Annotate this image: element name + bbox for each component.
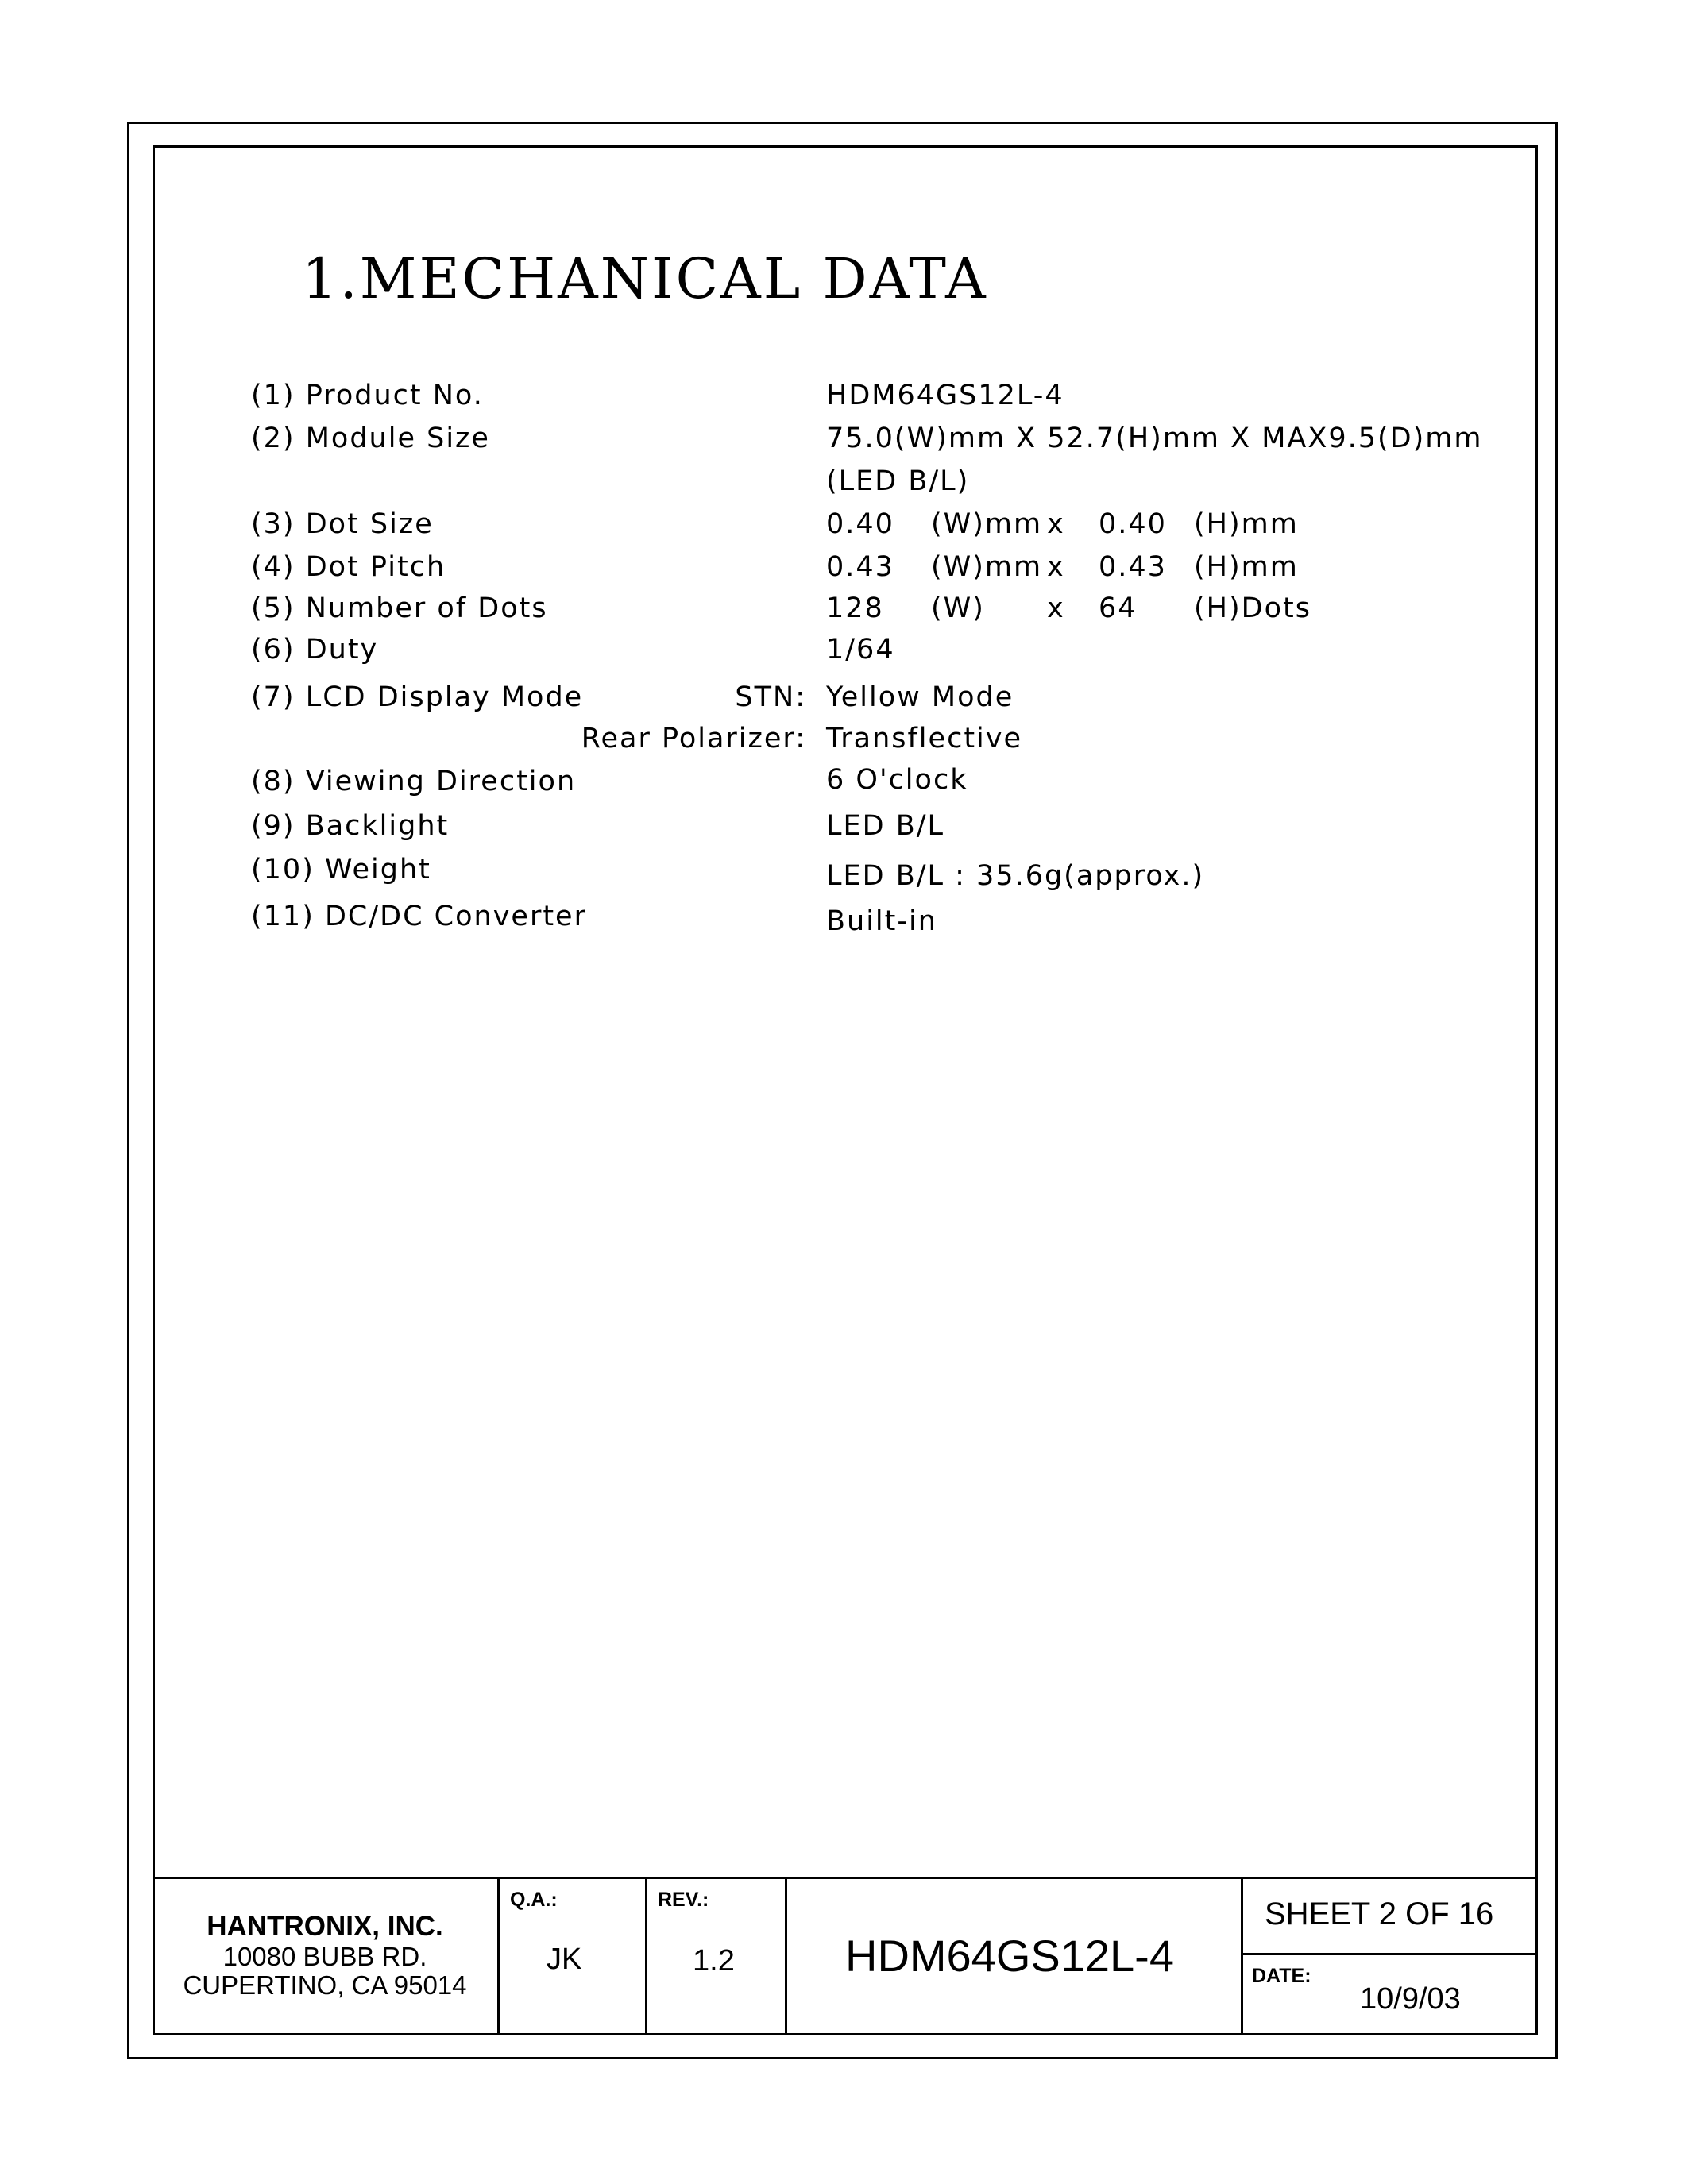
spec-dots-w-unit: (W) bbox=[931, 592, 985, 624]
spec-label-duty: (6) Duty bbox=[251, 634, 379, 666]
spec-value-module-size-note: (LED B/L) bbox=[826, 465, 970, 497]
date-value: 10/9/03 bbox=[1360, 1982, 1461, 2016]
spec-value-backlight: LED B/L bbox=[826, 810, 944, 842]
spec-label-backlight: (9) Backlight bbox=[251, 810, 450, 842]
spec-sublabel-stn: STN: bbox=[735, 681, 806, 713]
spec-label-module-size: (2) Module Size bbox=[251, 423, 490, 454]
spec-dot-size-w-unit: (W)mm bbox=[931, 508, 1043, 540]
spec-dot-size-h-unit: (H)mm bbox=[1194, 508, 1299, 540]
title-block bbox=[153, 1877, 1538, 2035]
spec-label-display-mode: (7) LCD Display Mode bbox=[251, 681, 584, 713]
rev-caption: REV.: bbox=[658, 1889, 709, 1911]
sheet-number: SHEET 2 OF 16 bbox=[1265, 1897, 1494, 1931]
spec-value-weight: LED B/L : 35.6g(approx.) bbox=[826, 860, 1205, 892]
spec-value-rear-polarizer: Transflective bbox=[826, 723, 1023, 754]
divider bbox=[1241, 1879, 1243, 2035]
spec-dots-h: 64 bbox=[1099, 592, 1138, 624]
section-title: 1.MECHANICAL DATA bbox=[302, 246, 988, 311]
spec-value-module-size: 75.0(W)mm X 52.7(H)mm X MAX9.5(D)mm bbox=[826, 423, 1483, 454]
spec-value-viewing-direction: 6 O'clock bbox=[826, 764, 968, 796]
qa-caption: Q.A.: bbox=[510, 1889, 558, 1911]
spec-label-dot-size: (3) Dot Size bbox=[251, 508, 434, 540]
divider bbox=[497, 1879, 500, 2035]
rev-value: 1.2 bbox=[693, 1944, 735, 1978]
spec-dot-pitch-w-unit: (W)mm bbox=[931, 551, 1043, 583]
company-info bbox=[153, 1879, 497, 2035]
spec-value-duty: 1/64 bbox=[826, 634, 895, 666]
spec-value-dcdc: Built-in bbox=[826, 905, 937, 937]
spec-dots-w: 128 bbox=[826, 592, 884, 624]
spec-label-viewing-direction: (8) Viewing Direction bbox=[251, 766, 577, 797]
spec-dot-size-w: 0.40 bbox=[826, 508, 894, 540]
spec-label-dcdc: (11) DC/DC Converter bbox=[251, 901, 587, 932]
spec-label-product-no: (1) Product No. bbox=[251, 380, 484, 411]
company-name: HANTRONIX, INC. bbox=[207, 1911, 443, 1942]
divider bbox=[785, 1879, 787, 2035]
spec-dot-pitch-h: 0.43 bbox=[1099, 551, 1167, 583]
company-address-line1: 10080 BUBB RD. bbox=[222, 1942, 427, 1971]
divider bbox=[1241, 1953, 1538, 1955]
spec-dot-size-h: 0.40 bbox=[1099, 508, 1167, 540]
spec-dots-h-unit: (H)Dots bbox=[1194, 592, 1311, 624]
spec-dots-x: x bbox=[1047, 592, 1065, 624]
spec-label-weight: (10) Weight bbox=[251, 854, 431, 886]
spec-dot-size-x: x bbox=[1047, 508, 1065, 540]
spec-value-product-no: HDM64GS12L-4 bbox=[826, 380, 1064, 411]
spec-dot-pitch-h-unit: (H)mm bbox=[1194, 551, 1299, 583]
part-number: HDM64GS12L-4 bbox=[845, 1931, 1174, 1981]
divider bbox=[645, 1879, 647, 2035]
spec-label-dot-pitch: (4) Dot Pitch bbox=[251, 551, 446, 583]
spec-sublabel-rear-polarizer: Rear Polarizer: bbox=[581, 723, 806, 754]
qa-value: JK bbox=[547, 1943, 582, 1976]
spec-label-number-of-dots: (5) Number of Dots bbox=[251, 592, 548, 624]
company-address-line2: CUPERTINO, CA 95014 bbox=[183, 1970, 467, 2000]
spec-dot-pitch-w: 0.43 bbox=[826, 551, 894, 583]
date-caption: DATE: bbox=[1252, 1965, 1311, 1987]
spec-dot-pitch-x: x bbox=[1047, 551, 1065, 583]
spec-value-stn: Yellow Mode bbox=[826, 681, 1014, 713]
